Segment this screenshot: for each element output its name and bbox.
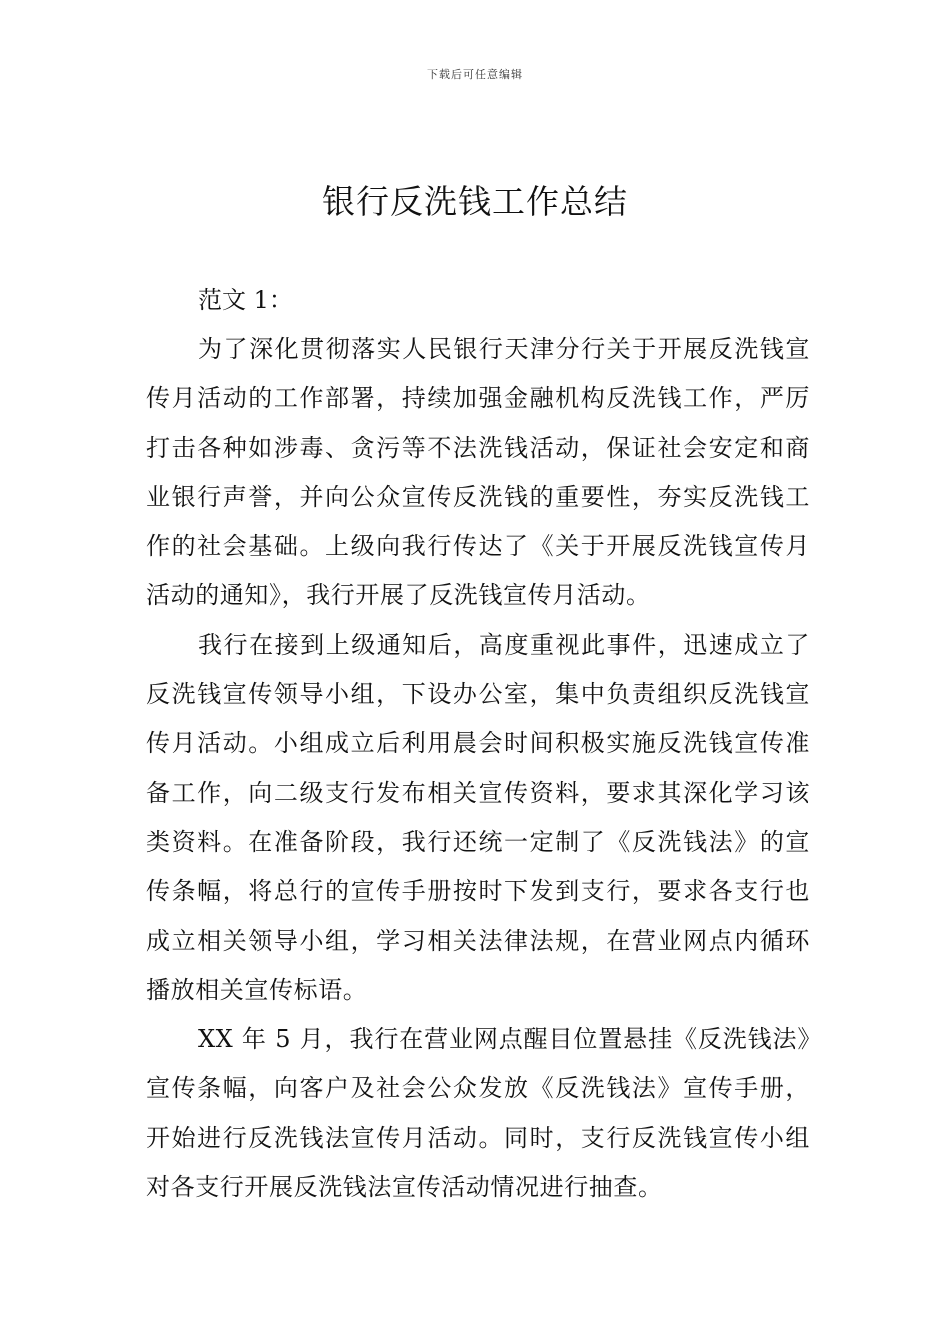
header-note: 下载后可任意编辑 [427,68,523,81]
sample-label: 范文 1： [198,286,293,314]
paragraph-1: 为了深化贯彻落实人民银行天津分行关于开展反洗钱宣传月活动的工作部署，持续加强金融机构反洗钱工作，严厉打击各种如涉毒、贪污等不法洗钱活动，保证社会安定和商业银行声誉，并向公众宣传反洗钱的重要性，夯实反洗钱工作的社会基础。上级向我行传达了《关于开展反洗钱宣传月活动的通知》，我行开展了反洗钱宣传月活动。 [146,335,810,610]
paragraph-3: XX 年 5 月，我行在营业网点醒目位置悬挂《反洗钱法》宣传条幅，向客户及社会公众发放《反洗钱法》宣传手册，开始进行反洗钱法宣传月活动。同时，支行反洗钱宣传小组对各支行开展反洗钱法宣传活动情况进行抽查。 [146,1025,810,1202]
document-body [146,276,810,1212]
document-title: 银行反洗钱工作总结 [322,182,628,221]
paragraph-2: 我行在接到上级通知后，高度重视此事件，迅速成立了反洗钱宣传领导小组，下设办公室，集中负责组织反洗钱宣传月活动。小组成立后利用晨会时间积极实施反洗钱宣传准备工作，向二级支行发布相关宣传资料，要求其深化学习该类资料。在准备阶段，我行还统一定制了《反洗钱法》的宣传条幅，将总行的宣传手册按时下发到支行，要求各支行也成立相关领导小组，学习相关法律法规，在营业网点内循环播放相关宣传标语。 [146,630,810,1004]
